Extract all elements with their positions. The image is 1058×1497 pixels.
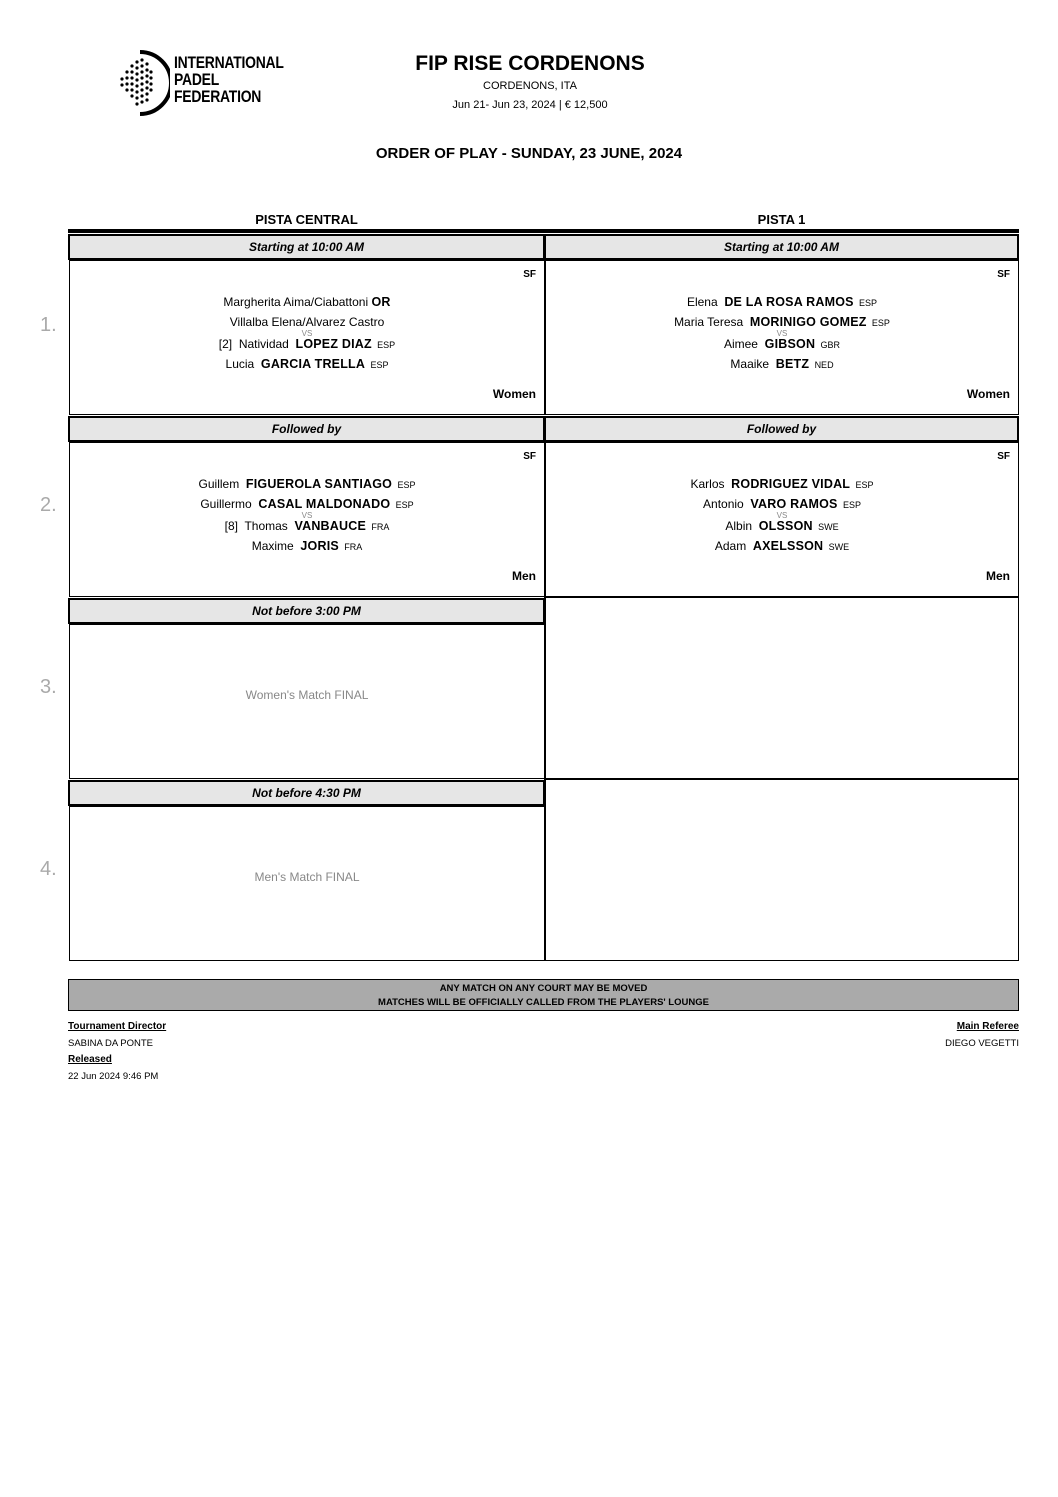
match-cell-r1-left (69, 260, 545, 415)
row-number-4: 4. (40, 858, 57, 880)
order-of-play-title: ORDER OF PLAY - SUNDAY, 23 JUNE, 2024 (375, 145, 683, 162)
time-band-r1-right: Starting at 10:00 AM (544, 234, 1019, 260)
player-3: Aimee GIBSON GBR (723, 337, 841, 351)
director-name: SABINA DA PONTE (68, 1038, 153, 1049)
round-label: SF (997, 269, 1010, 280)
match-cell-r4-left (69, 806, 545, 961)
director-label: Tournament Director (68, 1021, 167, 1032)
empty-cell-r3-right (544, 597, 1019, 779)
round-label: SF (523, 269, 536, 280)
category-label: Men (512, 569, 536, 583)
court-right-name: PISTA 1 (757, 212, 806, 227)
released-label: Released (68, 1054, 112, 1065)
tournament-title: FIP RISE CORDENONS (415, 52, 645, 75)
logo-text: INTERNATIONAL PADEL FEDERATION (174, 53, 284, 106)
match-cell-r2-right (544, 442, 1019, 597)
court-left-name: PISTA CENTRAL (255, 212, 358, 227)
player-4: Adam AXELSSON SWE (714, 539, 850, 553)
vs-label: VS (776, 511, 788, 520)
time-band-r2-right: Followed by (544, 416, 1019, 442)
released-value: 22 Jun 2024 9:46 PM (68, 1071, 159, 1082)
court-header-divider (68, 229, 1019, 233)
player-3: [8] Thomas VANBAUCE FRA (224, 519, 390, 533)
players-block (546, 477, 1018, 554)
player-3: Albin OLSSON SWE (725, 519, 839, 533)
fip-logo-icon (118, 50, 170, 116)
tournament-location: CORDENONS, ITA (483, 80, 577, 92)
empty-cell-r4-right (544, 779, 1019, 961)
player-2: Maria Teresa MORINIGO GOMEZ ESP (674, 315, 890, 329)
category-label: Women (966, 387, 1010, 401)
player-2: Guillermo CASAL MALDONADO ESP (200, 497, 414, 511)
round-label: SF (997, 451, 1010, 462)
round-label: SF (523, 451, 536, 462)
players-block (70, 295, 544, 372)
time-band-r2-left: Followed by (68, 416, 545, 442)
tournament-dates: Jun 21- Jun 23, 2024 | € 12,500 (452, 99, 608, 111)
referee-name: DIEGO VEGETTI (945, 1038, 1019, 1049)
final-match-label: Men's Match FINAL (254, 870, 360, 884)
player-4: Maaike BETZ NED (730, 357, 834, 371)
player-4: Maxime JORIS FRA (251, 539, 363, 553)
player-1: Guillem FIGUEROLA SANTIAGO ESP (198, 477, 416, 491)
row-number-2: 2. (40, 494, 57, 516)
vs-label: VS (301, 329, 313, 338)
player-2: Antonio VARO RAMOS ESP (703, 497, 861, 511)
time-band-r3-left: Not before 3:00 PM (68, 598, 545, 624)
time-band-r4-left: Not before 4:30 PM (68, 780, 545, 806)
tournament-header (330, 52, 730, 111)
notice-banner: ANY MATCH ON ANY COURT MAY BE MOVED MATCHES WILL BE OFFICIALLY CALLED FROM THE PLAYERS' LOUNGE (68, 979, 1019, 1011)
row-number-3: 3. (40, 676, 57, 698)
referee-label: Main Referee (956, 1021, 1019, 1032)
player-1: Karlos RODRIGUEZ VIDAL ESP (690, 477, 874, 491)
match-cell-r3-left (69, 624, 545, 779)
category-label: Women (492, 387, 536, 401)
match-cell-r1-right (544, 260, 1019, 415)
players-block (70, 477, 544, 554)
row-number-1: 1. (40, 314, 57, 336)
time-band-r1-left: Starting at 10:00 AM (68, 234, 545, 260)
match-cell-r2-left (69, 442, 545, 597)
vs-label: VS (301, 511, 313, 520)
players-block (546, 295, 1018, 372)
player-3: [2] Natividad LOPEZ DIAZ ESP (218, 337, 396, 351)
vs-label: VS (776, 329, 788, 338)
player-1: Margherita Aima/Ciabattoni OR (223, 295, 391, 309)
player-1: Elena DE LA ROSA RAMOS ESP (686, 295, 878, 309)
final-match-label: Women's Match FINAL (245, 688, 369, 702)
category-label: Men (986, 569, 1010, 583)
player-4: Lucia GARCIA TRELLA ESP (225, 357, 389, 371)
player-2: Villalba Elena/Alvarez Castro (229, 315, 385, 329)
fip-logo (118, 50, 288, 116)
